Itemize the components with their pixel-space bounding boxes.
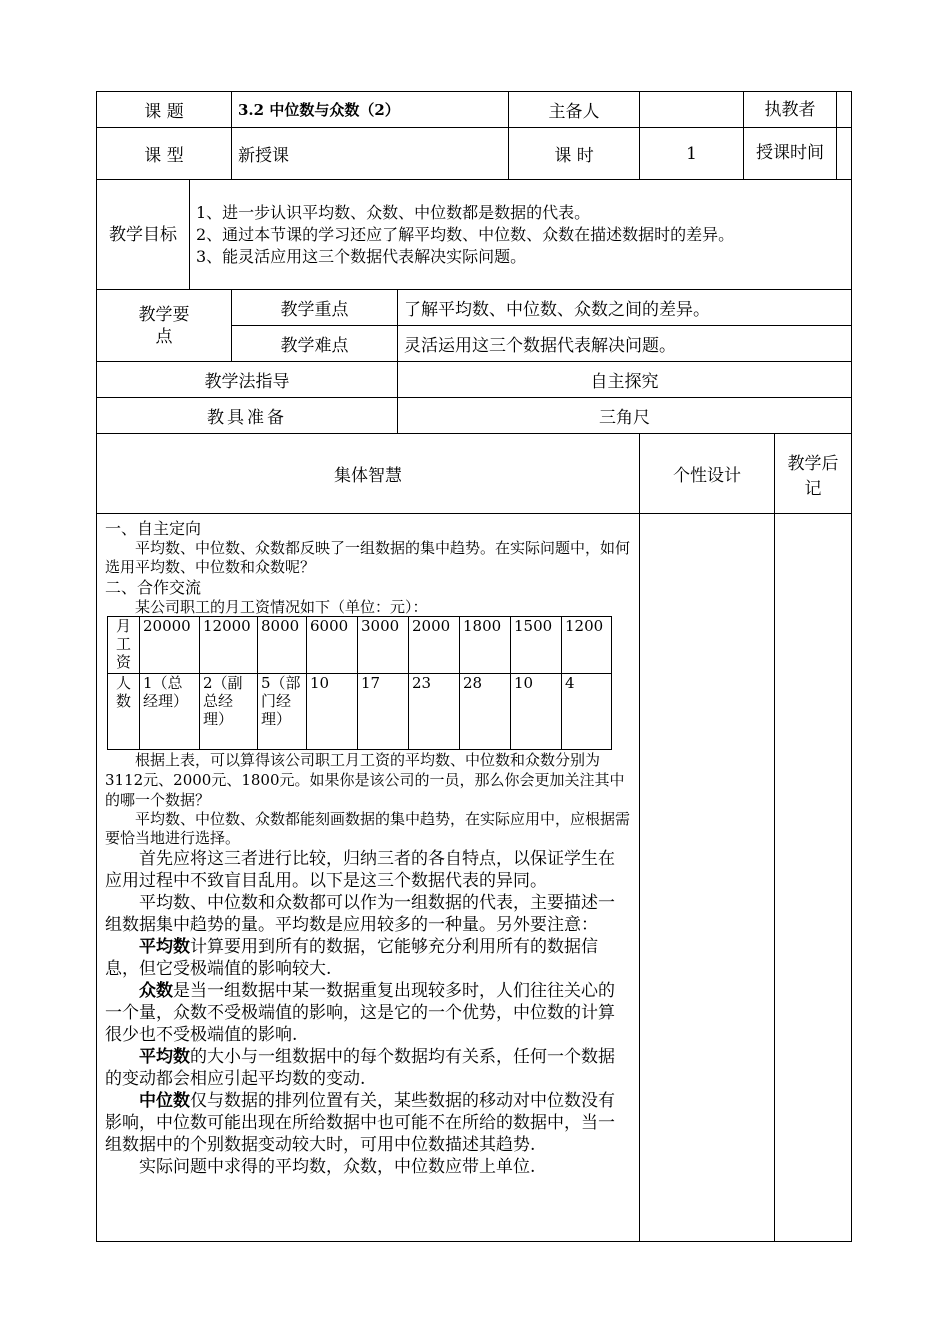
difficulty-value: 灵活运用这三个数据代表解决问题。 xyxy=(398,326,852,362)
term-median: 中位数 xyxy=(139,1091,190,1111)
wage-cell: 12000 xyxy=(200,617,258,674)
preparer-label: 主备人 xyxy=(509,92,640,128)
objective-item: 1、进一步认识平均数、众数、中位数都是数据的代表。 xyxy=(196,202,591,222)
paragraph-text: 是当一组数据中某一数据重复出现较多时，人们往往关心的一个量，众数不受极端值的影响，这是它的一个优势，中位数的计算很少也不受极端值的影响. xyxy=(105,981,615,1045)
wage-cell: 1800 xyxy=(460,617,511,674)
wage-cell: 2000 xyxy=(409,617,460,674)
type-label: 课 型 xyxy=(97,128,232,180)
wage-cell: 6000 xyxy=(307,617,358,674)
collective-content xyxy=(97,514,640,1242)
time-label: 授课时间 xyxy=(744,128,837,180)
paragraph: 首先应将这三者进行比较，归纳三者的各自特点，以保证学生在应用过程中不致盲目乱用。以下是这三个数据代表的异同。 xyxy=(105,849,615,891)
collective-header: 集体智慧 xyxy=(97,434,640,514)
wage-cell: 8000 xyxy=(258,617,307,674)
objective-item: 2、通过本节课的学习还应了解平均数、中位数、众数在描述数据时的差异。 xyxy=(196,224,735,244)
type-value: 新授课 xyxy=(232,128,509,180)
time-value xyxy=(837,128,852,180)
paragraph-text: 计算要用到所有的数据，它能够充分利用所有的数据信息，但它受极端值的影响较大. xyxy=(105,937,598,979)
objectives-label: 教学目标 xyxy=(97,180,190,290)
count-cell: 10 xyxy=(511,674,562,750)
wage-table xyxy=(107,616,612,750)
term-mean: 平均数 xyxy=(139,937,190,957)
table-intro: 某公司职工的月工资情况如下（单位：元）： xyxy=(135,598,428,616)
count-cell: 23 xyxy=(409,674,460,750)
tools-value: 三角尺 xyxy=(398,398,852,434)
objectives-list xyxy=(190,180,852,290)
wage-row-label: 月工资 xyxy=(108,617,140,674)
paragraph xyxy=(105,980,631,1046)
reflection-header: 教学后记 xyxy=(775,434,852,514)
wage-cell: 20000 xyxy=(140,617,200,674)
key-points-label: 教学要点 xyxy=(97,290,232,362)
paragraph: 平均数、中位数、众数都能刻画数据的集中趋势，在实际应用中，应根据需要恰当地进行选择。 xyxy=(105,810,631,847)
wage-cell: 1200 xyxy=(562,617,612,674)
section-title: 一、自主定向 xyxy=(105,519,202,538)
wage-cell: 3000 xyxy=(358,617,409,674)
hours-label: 课 时 xyxy=(509,128,640,180)
method-label: 教学法指导 xyxy=(97,362,398,398)
section-title: 二、合作交流 xyxy=(105,578,202,597)
term-mode: 众数 xyxy=(139,981,173,1001)
tools-label: 教具准备 xyxy=(97,398,398,434)
lesson-plan-table xyxy=(96,91,852,1242)
paragraph: 平均数、中位数、众数都反映了一组数据的集中趋势。在实际问题中，如何选用平均数、中位数和众数呢？ xyxy=(105,539,631,576)
paragraph-text: 的大小与一组数据中的每个数据均有关系，任何一个数据的变动都会相应引起平均数的变动. xyxy=(105,1047,615,1089)
paragraph: 平均数、中位数和众数都可以作为一组数据的代表，主要描述一组数据集中趋势的量。平均数是应用较多的一种量。另外要注意： xyxy=(105,893,615,935)
focus-value: 了解平均数、中位数、众数之间的差异。 xyxy=(398,290,852,326)
teacher-label: 执教者 xyxy=(744,92,837,128)
reflection-cell xyxy=(775,514,852,1242)
paragraph xyxy=(105,936,631,980)
difficulty-label: 教学难点 xyxy=(232,326,398,362)
count-cell: 4 xyxy=(562,674,612,750)
count-cell: 2（副总经理） xyxy=(200,674,258,750)
preparer-value xyxy=(640,92,744,128)
personal-header: 个性设计 xyxy=(640,434,775,514)
topic-label: 课 题 xyxy=(97,92,232,128)
paragraph: 实际问题中求得的平均数，众数，中位数应带上单位. xyxy=(139,1157,536,1177)
paragraph xyxy=(105,1090,631,1156)
count-cell: 5（部门经理） xyxy=(258,674,307,750)
paragraph-text: 仅与数据的排列位置有关，某些数据的移动对中位数没有影响，中位数可能出现在所给数据中也可能不在所给的数据中，当一组数据中的个别数据变动较大时，可用中位数描述其趋势. xyxy=(105,1091,615,1155)
wage-cell: 1500 xyxy=(511,617,562,674)
objective-item: 3、能灵活应用这三个数据代表解决实际问题。 xyxy=(196,246,527,266)
paragraph xyxy=(105,1046,631,1090)
count-cell: 17 xyxy=(358,674,409,750)
topic-value: 3.2 中位数与众数（2） xyxy=(232,92,509,128)
paragraph: 根据上表，可以算得该公司职工月工资的平均数、中位数和众数分别为3112元、2000元、1800元。如果你是该公司的一员，那么你会更加关注其中的哪一个数据？ xyxy=(105,751,625,809)
teacher-value xyxy=(837,92,852,128)
hours-value: 1 xyxy=(640,128,744,180)
method-value: 自主探究 xyxy=(398,362,852,398)
count-row-label: 人数 xyxy=(108,674,140,750)
term-mean: 平均数 xyxy=(139,1047,190,1067)
count-cell: 1（总经理） xyxy=(140,674,200,750)
personal-design-cell xyxy=(640,514,775,1242)
count-cell: 28 xyxy=(460,674,511,750)
count-cell: 10 xyxy=(307,674,358,750)
focus-label: 教学重点 xyxy=(232,290,398,326)
lesson-plan-page xyxy=(96,91,851,1242)
